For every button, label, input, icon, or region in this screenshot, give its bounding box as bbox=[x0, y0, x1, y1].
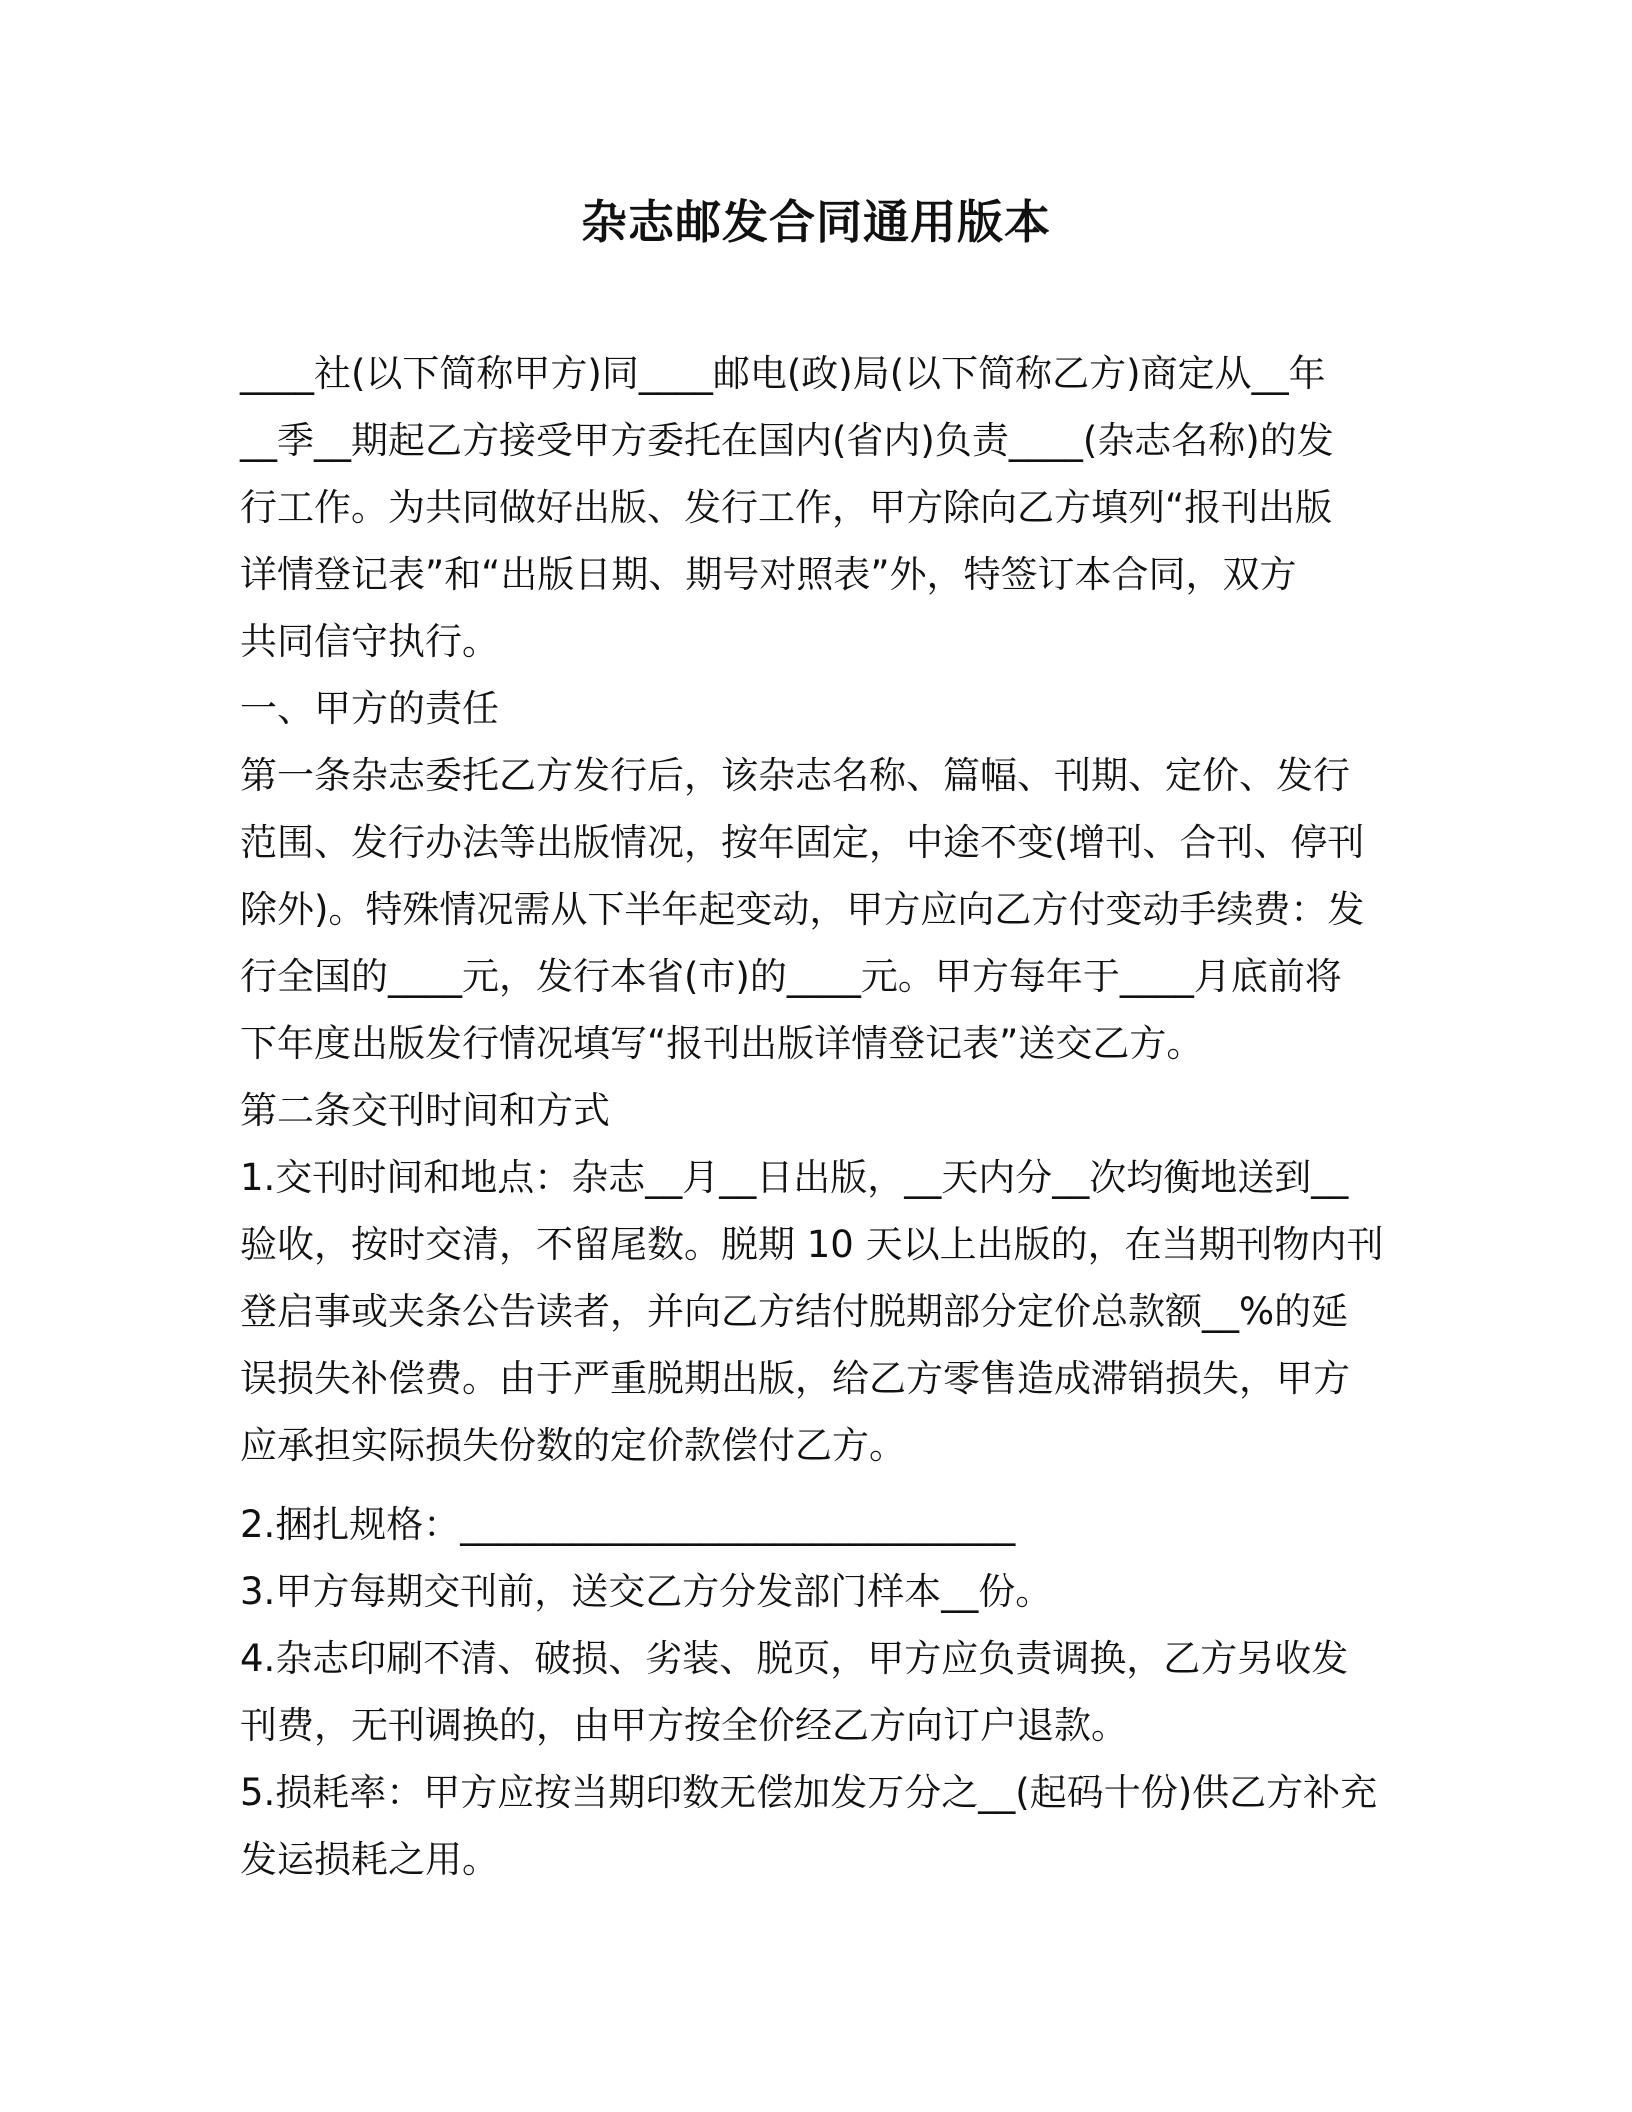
document-title: 杂志邮发合同通用版本 bbox=[581, 195, 1051, 249]
paragraph-line: 应承担实际损失份数的定价款偿付乙方。 bbox=[240, 1424, 906, 1467]
paragraph-line: 发运损耗之用。 bbox=[240, 1838, 499, 1881]
paragraph-line: 详情登记表”和“出版日期、期号对照表”外，特签订本合同，双方 bbox=[240, 553, 1297, 596]
section-heading: 一、甲方的责任 bbox=[240, 687, 499, 730]
paragraph-line: 刊费，无刊调换的，由甲方按全价经乙方向订户退款。 bbox=[240, 1704, 1128, 1747]
paragraph-line: ____社(以下简称甲方)同____邮电(政)局(以下简称乙方)商定从__年 bbox=[240, 352, 1326, 395]
paragraph-line: __季__期起乙方接受甲方委托在国内(省内)负责____(杂志名称)的发 bbox=[240, 419, 1334, 462]
paragraph-line: 登启事或夹条公告读者，并向乙方结付脱期部分定价总款额__%的延 bbox=[240, 1290, 1349, 1333]
paragraph-line: 2.捆扎规格：______________________________ bbox=[240, 1503, 1016, 1546]
document-body bbox=[240, 340, 1390, 1893]
paragraph-line: 1.交刊时间和地点：杂志__月__日出版，__天内分__次均衡地送到__ bbox=[240, 1156, 1349, 1199]
paragraph-line: 除外)。特殊情况需从下半年起变动，甲方应向乙方付变动手续费：发 bbox=[240, 888, 1365, 931]
paragraph-line: 共同信守执行。 bbox=[240, 620, 499, 663]
spacer bbox=[240, 1479, 1390, 1491]
paragraph-line: 误损失补偿费。由于严重脱期出版，给乙方零售造成滞销损失，甲方 bbox=[240, 1357, 1350, 1400]
paragraph-line: 5.损耗率：甲方应按当期印数无偿加发万分之__(起码十份)供乙方补充 bbox=[240, 1771, 1378, 1814]
paragraph-line: 行全国的____元，发行本省(市)的____元。甲方每年于____月底前将 bbox=[240, 955, 1342, 998]
paragraph-line: 范围、发行办法等出版情况，按年固定，中途不变(增刊、合刊、停刊 bbox=[240, 821, 1365, 864]
paragraph-line: 验收，按时交清，不留尾数。脱期 10 天以上出版的，在当期刊物内刊 bbox=[240, 1223, 1384, 1266]
paragraph-line: 下年度出版发行情况填写“报刊出版详情登记表”送交乙方。 bbox=[240, 1022, 1204, 1065]
article-heading: 第二条交刊时间和方式 bbox=[240, 1089, 610, 1132]
paragraph-line: 3.甲方每期交刊前，送交乙方分发部门样本__份。 bbox=[240, 1570, 1053, 1613]
paragraph-line: 4.杂志印刷不清、破损、劣装、脱页，甲方应负责调换，乙方另收发 bbox=[240, 1637, 1349, 1680]
paragraph-line: 第一条杂志委托乙方发行后，该杂志名称、篇幅、刊期、定价、发行 bbox=[240, 754, 1350, 797]
paragraph-line: 行工作。为共同做好出版、发行工作，甲方除向乙方填列“报刊出版 bbox=[240, 486, 1333, 529]
